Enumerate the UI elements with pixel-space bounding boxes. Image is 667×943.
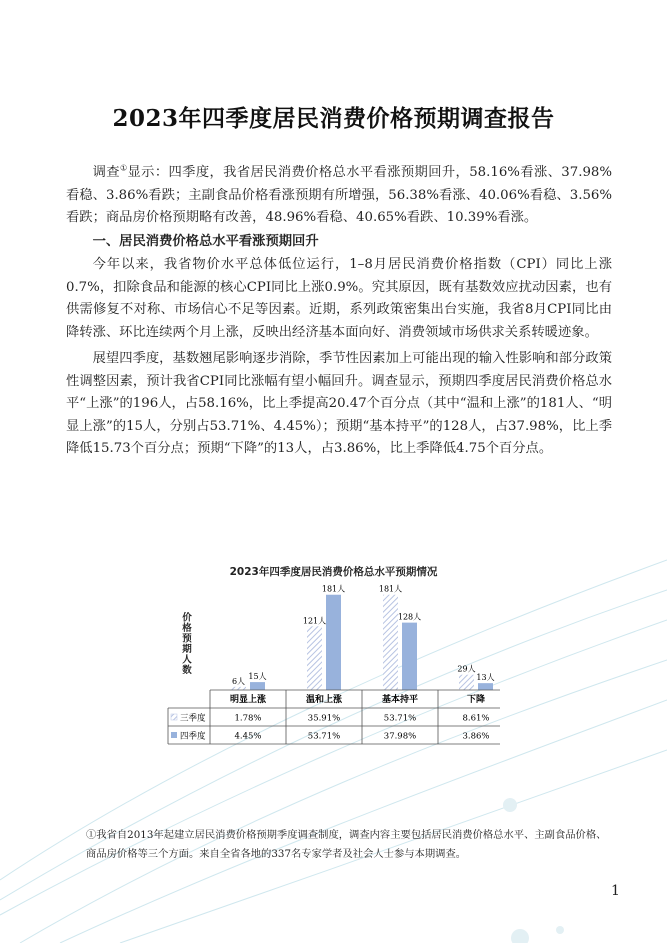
percent-cell-q4-2: 37.98%	[383, 731, 417, 742]
bar-label-q4-0: 15人	[248, 672, 267, 682]
bar-q3-0	[231, 687, 246, 690]
intro-pre: 调查	[92, 165, 120, 180]
legend-label-q3: 三季度	[180, 713, 206, 724]
bar-q4-3	[478, 683, 493, 690]
legend-swatch-q3	[171, 714, 177, 720]
chart-title: 2023年四季度居民消费价格总水平预期情况	[229, 566, 438, 578]
footnote-marker[interactable]: ①	[119, 163, 128, 173]
bar-label-q4-2: 128人	[397, 612, 422, 622]
bar-q4-0	[250, 682, 265, 690]
bar-q3-1	[307, 626, 322, 690]
bar-q3-2	[383, 595, 398, 690]
intro-paragraph	[66, 162, 612, 230]
percent-cell-q3-3: 8.61%	[462, 713, 490, 724]
footnote: ①我省自2013年起建立居民消费价格预期季度调查制度，调查内容主要包括居民消费价格总水平、主副食品价格、商品房价格等三个方面。来自全省各地的337名专家学者及社会人士参与本期调查。	[86, 829, 607, 860]
page-title: 2023年四季度居民消费价格预期调查报告	[112, 105, 555, 132]
chart-y-axis-label: 价格预期人数	[180, 612, 191, 675]
percent-cell-q3-1: 35.91%	[307, 713, 341, 724]
section-heading: 一、居民消费价格总水平看涨预期回升	[92, 233, 319, 249]
category-label-0: 明显上涨	[229, 695, 267, 705]
category-label-1: 温和上涨	[305, 695, 343, 705]
legend-swatch-q4	[171, 732, 177, 738]
intro-text: 显示：四季度，我省居民消费价格总水平看涨预期回升，58.16%看涨、37.98%看稳、3.86%看跌；主副食品价格看涨预期有所增强，56.38%看涨、40.06%看稳、3.56%看跌；商品房价格预期略有改善，48.96%看稳、40.65%看跌、10.39%看涨。	[66, 165, 613, 225]
bar-q4-2	[402, 623, 417, 690]
bar-q4-1	[326, 595, 341, 690]
bar-label-q4-3: 13人	[476, 673, 495, 683]
percent-cell-q4-0: 4.45%	[234, 731, 262, 742]
section-paragraph-2: 展望四季度，基数翘尾影响逐步消除，季节性因素加上可能出现的输入性影响和部分政策性调整因素，预计我省CPI同比涨幅有望小幅回升。调查显示，预期四季度居民消费价格总水平“上涨”的196人，占58.16%，比上季提高20.47个百分点（其中“温和上涨”的181人、“明显上涨”的15人，分别占53.71%、4.45%）；预期“基本持平”的128人，占37.98%，比上季降低15.73个百分点；预期“下降”的13人，占3.86%，比上季降低4.75个百分点。	[66, 351, 612, 456]
bar-label-q3-3: 29人	[457, 664, 476, 674]
percent-cell-q4-3: 3.86%	[462, 731, 490, 742]
bar-label-q3-0: 6人	[231, 676, 246, 686]
bar-q3-3	[459, 675, 474, 690]
bar-label-q3-2: 181人	[378, 584, 403, 594]
page-number: 1	[611, 883, 620, 899]
category-label-3: 下降	[466, 695, 486, 705]
bar-label-q4-1: 181人	[321, 584, 346, 594]
category-label-2: 基本持平	[381, 695, 419, 705]
percent-cell-q3-0: 1.78%	[234, 713, 262, 724]
cpi-expectation-chart	[160, 580, 500, 745]
bar-label-q3-1: 121人	[302, 616, 327, 626]
legend-label-q4: 四季度	[180, 731, 206, 742]
percent-cell-q3-2: 53.71%	[383, 713, 417, 724]
section-paragraph-1: 今年以来，我省物价水平总体低位运行，1–8月居民消费价格指数（CPI）同比上涨0.7%，扣除食品和能源的核心CPI同比上涨0.9%。究其原因，既有基数效应扰动因素，也有供需修复不对称、市场信心不足等因素。近期，系列政策密集出台实施，我省8月CPI同比由降转涨、环比连续两个月上涨，反映出经济基本面向好、消费领域市场供求关系转暖迹象。	[66, 257, 612, 340]
report-body	[66, 162, 612, 461]
percent-cell-q4-1: 53.71%	[307, 731, 341, 742]
